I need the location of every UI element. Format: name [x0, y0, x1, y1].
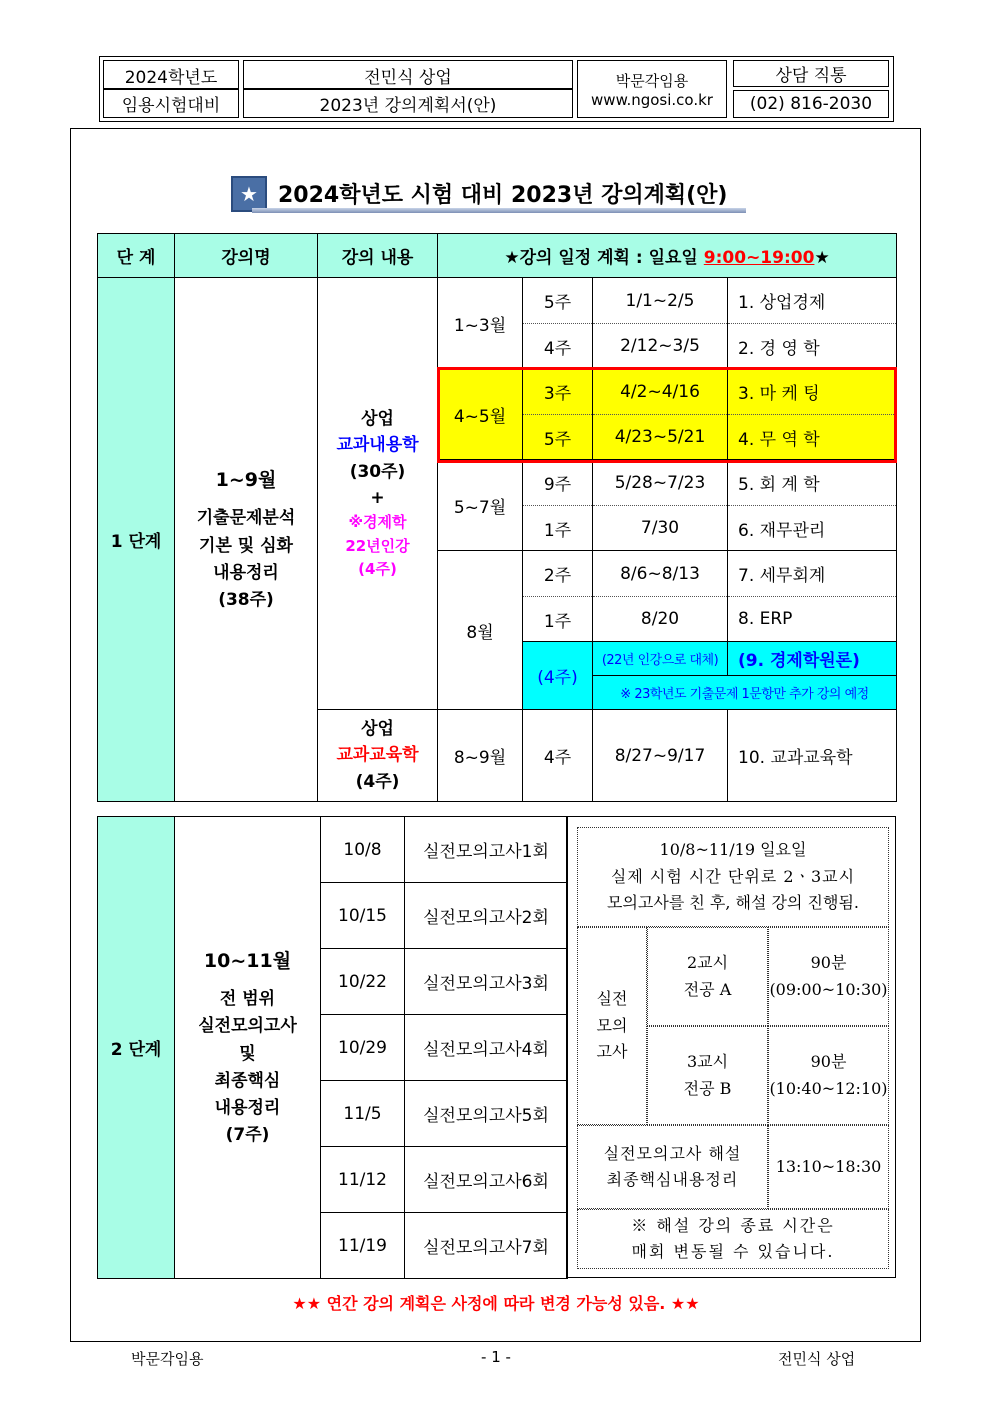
review-label	[577, 1125, 768, 1209]
exam5-name: 실전모의고사5회	[405, 1081, 568, 1147]
year-label: 2024학년도	[103, 60, 239, 90]
row2-weeks: 4주	[523, 324, 593, 369]
content-a-line6: 22년인강	[345, 536, 410, 555]
period2-label	[647, 927, 768, 1026]
row3-dates: 4/2~4/16	[593, 369, 728, 415]
document-header	[99, 56, 894, 122]
stage1-period: 1~9월	[215, 468, 277, 491]
p3-line1: 3교시	[686, 1052, 729, 1072]
academy-name: 박문각임용	[615, 71, 689, 90]
p3-time: (10:40~12:10)	[769, 1078, 888, 1098]
bottom-note: ★★ 연간 강의 계획은 사정에 따라 변경 가능성 있음. ★★	[292, 1294, 700, 1313]
special-note-a: (22년 인강으로 대체)	[593, 642, 728, 676]
stage1-content-a	[318, 278, 438, 710]
stage1-course-line3: 기본 및 심화	[199, 535, 293, 556]
exam3-date: 10/22	[321, 949, 405, 1015]
stage1-course-line4: 내용정리	[213, 562, 279, 583]
month-5-7: 5~7월	[438, 460, 523, 551]
schedule-suffix: ★	[814, 248, 830, 268]
review-line2: 최종핵심내용정리	[606, 1170, 739, 1189]
stage1-course	[175, 278, 318, 802]
intro-line3: 모의고사를 친 후, 해설 강의 진행됨.	[607, 893, 859, 913]
content-a-line3: (30주)	[349, 461, 406, 482]
col-header-content: 강의 내용	[318, 234, 438, 278]
mock-label	[577, 927, 647, 1125]
exam6-date: 11/12	[321, 1147, 405, 1213]
exam7-name: 실전모의고사7회	[405, 1213, 568, 1279]
academy-info	[577, 60, 727, 118]
exam4-name: 실전모의고사4회	[405, 1015, 568, 1081]
col-header-stage: 단 계	[98, 234, 175, 278]
row10-subject: 10. 교과교육학	[728, 710, 897, 802]
doc-title: 2023년 강의계획서(안)	[243, 88, 573, 118]
row7-dates: 8/6~8/13	[593, 551, 728, 597]
period3-time	[768, 1026, 889, 1125]
row6-weeks: 1주	[523, 506, 593, 551]
contact-label: 상담 직통	[733, 60, 889, 87]
row10-weeks: 4주	[523, 710, 593, 802]
row4-dates: 4/23~5/21	[593, 415, 728, 460]
p3-duration: 90분	[810, 1052, 847, 1072]
schedule-prefix: ★강의 일정 계획 : 일요일	[504, 248, 704, 268]
row5-dates: 5/28~7/23	[593, 460, 728, 506]
stage2-course	[175, 817, 321, 1279]
content-a-line5: ※경제학	[348, 513, 407, 532]
row2-dates: 2/12~3/5	[593, 324, 728, 369]
review-time: 13:10~18:30	[768, 1125, 889, 1209]
exam5-date: 11/5	[321, 1081, 405, 1147]
exam7-date: 11/19	[321, 1213, 405, 1279]
row7-weeks: 2주	[523, 551, 593, 597]
exam1-date: 10/8	[321, 817, 405, 883]
row8-subject: 8. ERP	[728, 597, 897, 642]
stage1-course-line5: (38주)	[218, 589, 274, 610]
row5-subject: 5. 회 계 학	[728, 460, 897, 506]
stage2-label: 2 단계	[98, 817, 175, 1279]
row5-weeks: 9주	[523, 460, 593, 506]
special-note-b: ※ 23학년도 기출문제 1문항만 추가 강의 예정	[593, 676, 897, 710]
notice-line2: 매회 변동될 수 있습니다.	[631, 1242, 835, 1261]
row8-weeks: 1주	[523, 597, 593, 642]
exam-label: 임용시험대비	[103, 88, 239, 118]
stage2-course-line7: (7주)	[225, 1125, 270, 1146]
stage2-course-line3: 실전모의고사	[198, 1016, 297, 1037]
footer-page-number: - 1 -	[481, 1348, 511, 1366]
month-1-3: 1~3월	[438, 278, 523, 369]
stage1-content-b	[318, 710, 438, 802]
notice-line1: ※ 해설 강의 종료 시간은	[631, 1215, 835, 1235]
intro-line2: 실제 시험 시간 단위로 2ㆍ3교시	[610, 866, 856, 886]
row6-subject: 6. 재무관리	[728, 506, 897, 551]
content-b-line3: (4주)	[355, 771, 400, 792]
review-line1: 실전모의고사 해설	[603, 1143, 742, 1163]
row4-weeks: 5주	[523, 415, 593, 460]
period2-time	[768, 927, 889, 1026]
row10-dates: 8/27~9/17	[593, 710, 728, 802]
row3-subject: 3. 마 케 팅	[728, 369, 897, 415]
row6-dates: 7/30	[593, 506, 728, 551]
exam3-name: 실전모의고사3회	[405, 949, 568, 1015]
intro-line1: 10/8~11/19 일요일	[659, 840, 807, 860]
row2-subject: 2. 경 영 학	[728, 324, 897, 369]
exam-info-box	[566, 816, 896, 1278]
special-weeks: (4주)	[523, 642, 593, 710]
stage1-table	[97, 233, 897, 802]
stage2-course-line5: 최종핵심	[214, 1070, 281, 1091]
p2-time: (09:00~10:30)	[769, 979, 888, 999]
special-subject: (9. 경제학원론)	[728, 642, 897, 676]
info-intro	[577, 827, 889, 927]
content-b-line2: 교과교육학	[336, 745, 419, 766]
row7-subject: 7. 세무회계	[728, 551, 897, 597]
mock-label-1: 실전	[596, 989, 628, 1009]
instructor-name: 전민식 상업	[243, 60, 573, 90]
month-8-9: 8~9월	[438, 710, 523, 802]
col-header-course-name: 강의명	[175, 234, 318, 278]
content-a-line4: +	[370, 487, 385, 508]
exam1-name: 실전모의고사1회	[405, 817, 568, 883]
mock-label-3: 고사	[596, 1042, 628, 1062]
content-b-line1: 상업	[361, 718, 394, 739]
mock-label-2: 모의	[596, 1015, 628, 1035]
p2-line1: 2교시	[686, 953, 729, 973]
stage2-course-line4: 및	[239, 1043, 256, 1064]
p2-line2: 전공 A	[683, 979, 732, 999]
footer-left: 박문각임용	[131, 1350, 204, 1368]
exam2-date: 10/15	[321, 883, 405, 949]
website-link[interactable]: www.ngosi.co.kr	[591, 90, 713, 109]
period3-label	[647, 1026, 768, 1125]
stage2-course-line2: 전 범위	[219, 989, 276, 1010]
row1-weeks: 5주	[523, 278, 593, 324]
stage1-course-line2: 기출문제분석	[196, 508, 296, 529]
row8-dates: 8/20	[593, 597, 728, 642]
title-underline	[252, 208, 746, 213]
stage2-course-line6: 내용정리	[214, 1097, 281, 1118]
stage1-label: 1 단계	[98, 278, 175, 802]
footer-right: 전민식 상업	[778, 1350, 856, 1368]
phone-number: (02) 816-2030	[733, 90, 889, 118]
month-8: 8월	[438, 551, 523, 710]
info-notice	[577, 1209, 889, 1269]
content-a-line1: 상업	[361, 408, 394, 429]
content-a-line7: (4주)	[358, 559, 397, 578]
title-star-icon: ★	[231, 176, 267, 212]
p2-duration: 90분	[810, 953, 847, 973]
exam4-date: 10/29	[321, 1015, 405, 1081]
exam6-name: 실전모의고사6회	[405, 1147, 568, 1213]
col-header-schedule	[438, 234, 897, 278]
p3-line2: 전공 B	[683, 1078, 732, 1098]
row3-weeks: 3주	[523, 369, 593, 415]
stage2-period: 10~11월	[203, 949, 292, 972]
month-4-5: 4~5월	[438, 369, 523, 460]
stage2-table	[97, 816, 568, 1279]
schedule-time: 9:00~19:00	[703, 248, 815, 268]
row4-subject: 4. 무 역 학	[728, 415, 897, 460]
content-a-line2: 교과내용학	[336, 435, 419, 456]
page-title: 2024학년도 시험 대비 2023년 강의계획(안)	[278, 183, 728, 208]
row1-subject: 1. 상업경제	[728, 278, 897, 324]
exam2-name: 실전모의고사2회	[405, 883, 568, 949]
row1-dates: 1/1~2/5	[593, 278, 728, 324]
